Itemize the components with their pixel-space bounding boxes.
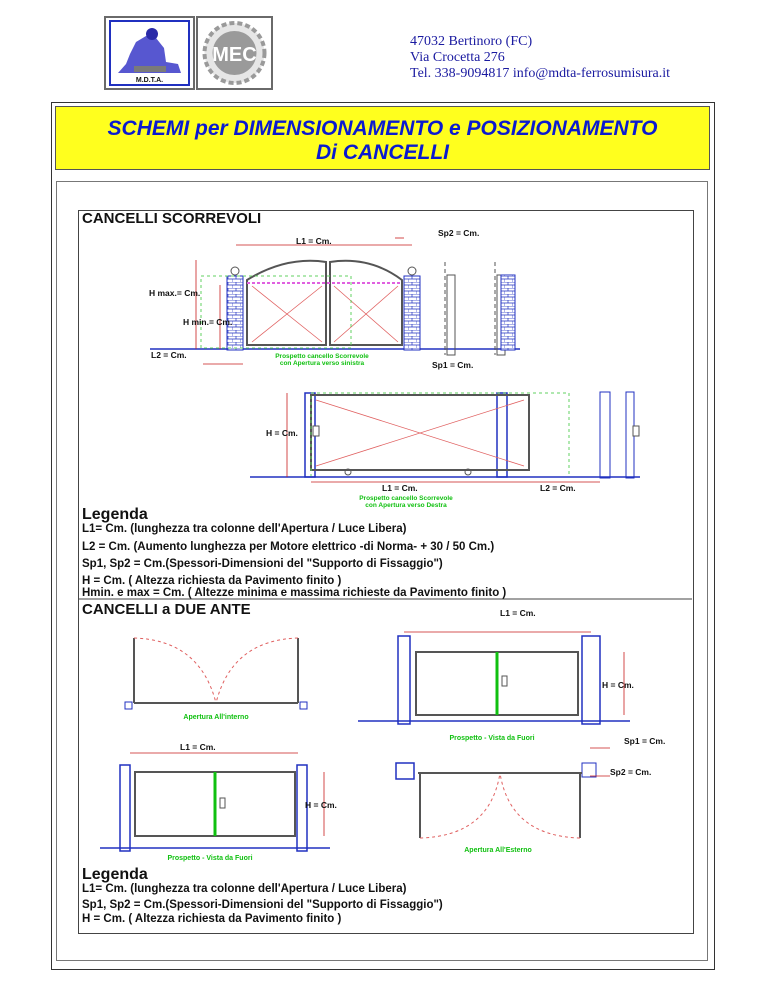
dim-l1-due-ante-left: L1 = Cm. [180, 742, 216, 752]
dim-h-due-ante-right: H = Cm. [602, 680, 634, 690]
caption-sliding-right-1: Prospetto cancello Scorrevole [359, 495, 453, 502]
swing-gate-plan-outward [396, 748, 610, 838]
section-heading-scorrevoli: CANCELLI SCORREVOLI [82, 210, 262, 227]
svg-text:MEC: MEC [212, 44, 257, 66]
dim-h-due-ante-left: H = Cm. [305, 800, 337, 810]
dim-h-sliding: H = Cm. [266, 428, 298, 438]
legenda1-line-4: H = Cm. ( Altezza richiesta da Pavimento finito ) [82, 575, 342, 587]
legenda2-line-3: H = Cm. ( Altezza richiesta da Pavimento finito ) [82, 913, 342, 925]
dim-l1-due-ante-top: L1 = Cm. [500, 608, 536, 618]
caption-sliding-right-2: con Apertura verso Destra [365, 502, 447, 509]
sliding-gate-left-elevation [150, 238, 520, 364]
caption-prospetto-fuori-2: Prospetto - Vista da Fuori [167, 855, 253, 862]
swing-gate-plan-inward [125, 638, 307, 709]
dim-l2-right: L2 = Cm. [540, 483, 576, 493]
caption-sliding-left-2: con Apertura verso sinistra [279, 360, 365, 367]
section-heading-due-ante: CANCELLI a DUE ANTE [82, 601, 251, 618]
swing-gate-elevation-left [100, 753, 330, 851]
dim-l1-bottom: L1 = Cm. [382, 483, 418, 493]
dim-hmax: H max.= Cm. [149, 288, 201, 298]
legenda2-line-1: L1= Cm. (lunghezza tra colonne dell'Apertura / Luce Libera) [82, 883, 407, 895]
svg-text:M.D.T.A.: M.D.T.A. [135, 77, 164, 84]
legenda-title-2: Legenda [82, 866, 148, 883]
dim-l2-left: L2 = Cm. [151, 350, 187, 360]
dim-sp1-due-ante: Sp1 = Cm. [624, 736, 666, 746]
title-line-2: Di CANCELLI [316, 141, 449, 164]
legenda-title-1: Legenda [82, 506, 148, 523]
legenda1-line-5: Hmin. e max = Cm. ( Altezze minima e massima richieste da Pavimento finito ) [82, 587, 507, 599]
caption-prospetto-fuori-1: Prospetto - Vista da Fuori [449, 735, 535, 742]
title-line-1: SCHEMI per DIMENSIONAMENTO e POSIZIONAMENTO [107, 117, 658, 140]
legenda1-line-2: L2 = Cm. (Aumento lunghezza per Motore elettrico -di Norma- + 30 / 50 Cm.) [82, 541, 495, 553]
address-contacts: Tel. 338-9094817 info@mdta-ferrosumisura.it [410, 66, 670, 81]
dim-l1-top: L1 = Cm. [296, 236, 332, 246]
caption-apertura-interno: Apertura All'interno [183, 714, 249, 721]
address-street: Via Crocetta 276 [410, 50, 505, 65]
swing-gate-elevation-right [358, 632, 630, 724]
legenda1-line-3: Sp1, Sp2 = Cm.(Spessori-Dimensioni del "Supporto di Fissaggio") [82, 558, 443, 570]
caption-sliding-left-1: Prospetto cancello Scorrevole [275, 353, 369, 360]
sliding-gate-right-elevation [250, 392, 640, 482]
dim-hmin: H min.= Cm. [183, 317, 233, 327]
caption-apertura-esterno: Apertura All'Esterno [464, 847, 532, 854]
address-city: 47032 Bertinoro (FC) [410, 34, 533, 49]
dim-sp2-due-ante: Sp2 = Cm. [610, 767, 652, 777]
legenda2-line-2: Sp1, Sp2 = Cm.(Spessori-Dimensioni del "Supporto di Fissaggio") [82, 899, 443, 911]
dim-sp1-top: Sp1 = Cm. [432, 360, 474, 370]
dim-sp2-top: Sp2 = Cm. [438, 228, 480, 238]
legenda1-line-1: L1= Cm. (lunghezza tra colonne dell'Apertura / Luce Libera) [82, 523, 407, 535]
